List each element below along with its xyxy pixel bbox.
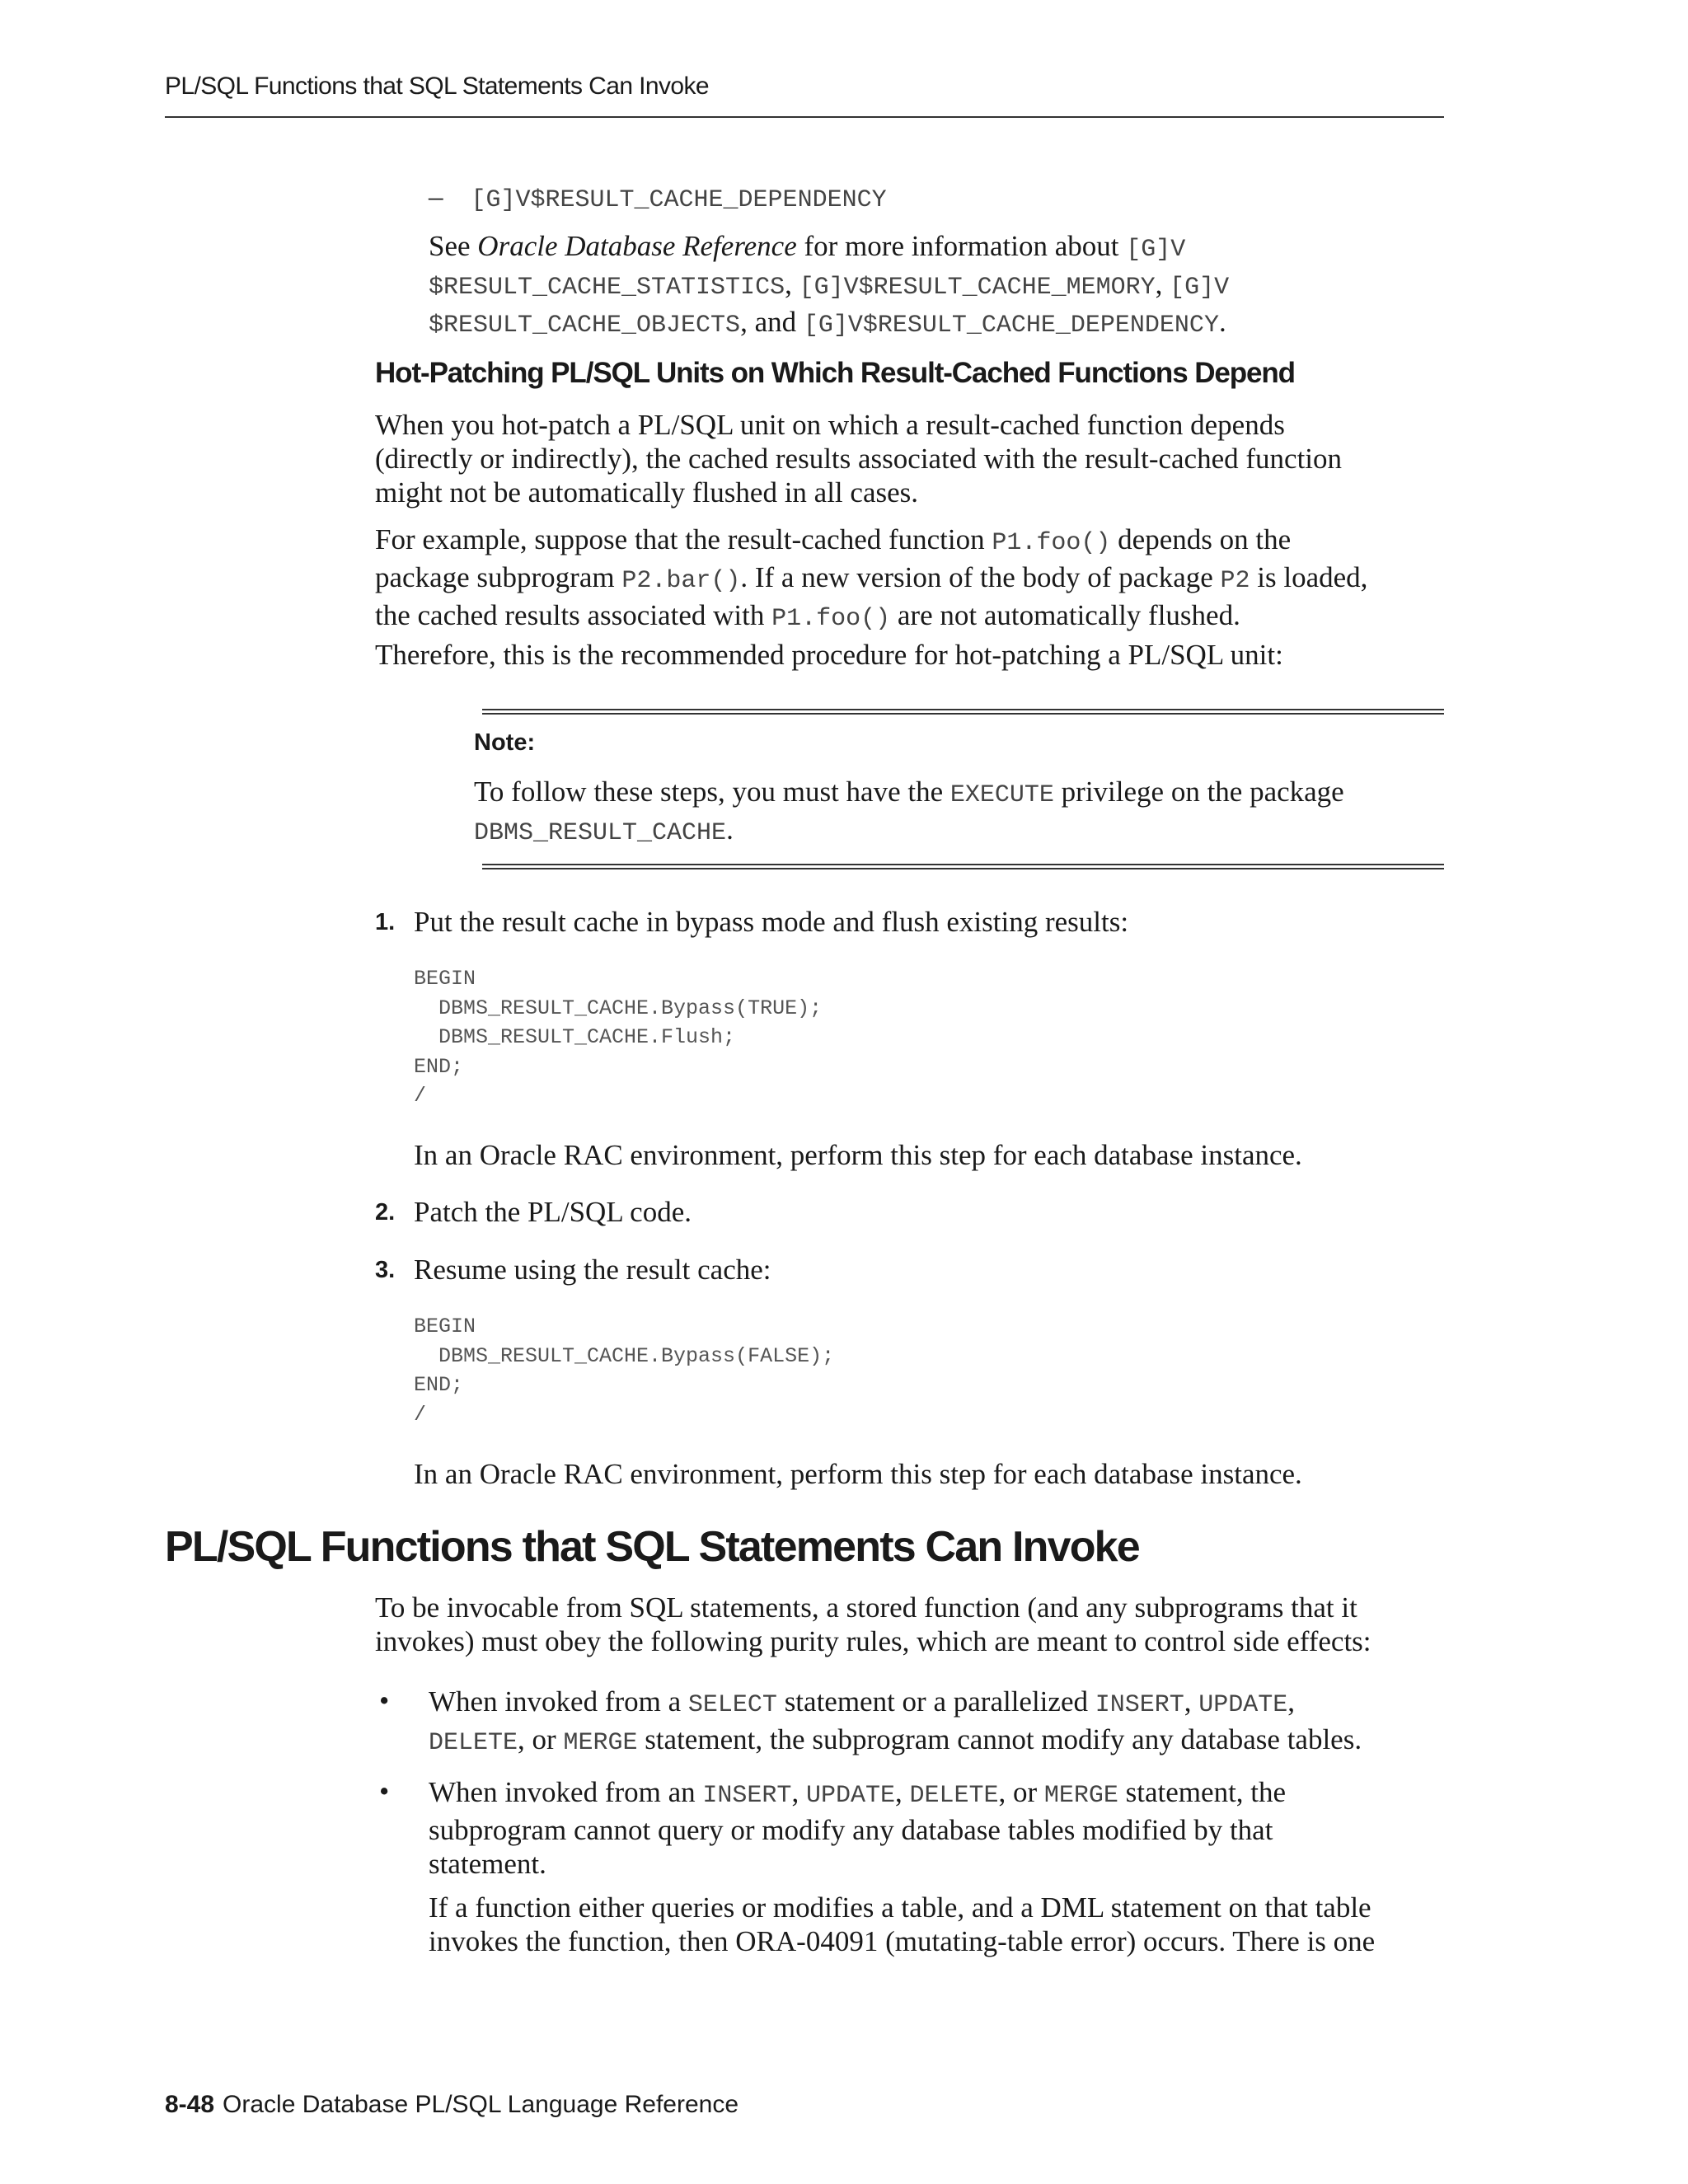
step-3-note: In an Oracle RAC environment, perform this step for each database instance. [414,1458,1302,1490]
header-rule [165,116,1444,118]
hot-patching-heading: Hot-Patching PL/SQL Units on Which Result-Cached Functions Depend [375,357,1295,389]
step-1-number: 1. [375,909,396,935]
step-3-text: Resume using the result cache: [414,1254,771,1286]
dash-item-code: [G]V$RESULT_CACHE_DEPENDENCY [471,186,887,214]
see-also-line-1: See Oracle Database Reference for more information about [G]V [429,230,1186,264]
bullet-2-text: When invoked from an INSERT, UPDATE, DELETE, or MERGE statement, the subprogram cannot query or modify any database tables modified by that statement. [429,1776,1287,1880]
hot-patching-paragraph-3: Therefore, this is the recommended procedure for hot-patching a PL/SQL unit: [375,639,1283,671]
dash-marker: – [429,180,443,213]
step-2-number: 2. [375,1199,396,1226]
note-text: To follow these steps, you must have the EXECUTE privilege on the package DBMS_RESULT_CACHE. [474,776,1344,847]
bullet-1-text: When invoked from a SELECT statement or a parallelized INSERT, UPDATE, DELETE, or MERGE statement, the subprogram cannot modify any database tables. [429,1685,1362,1757]
see-also-line-2: $RESULT_CACHE_STATISTICS, [G]V$RESULT_CACHE_MEMORY, [G]V [429,268,1230,302]
step-1-note: In an Oracle RAC environment, perform this step for each database instance. [414,1139,1302,1171]
step-2-text: Patch the PL/SQL code. [414,1196,692,1228]
note-label: Note: [474,729,536,756]
note-top-rule [482,709,1444,715]
note-bottom-rule [482,864,1444,869]
dash-list-item [429,180,887,214]
page-footer [165,2091,738,2119]
step-1-code-block: BEGIN DBMS_RESULT_CACHE.Bypass(TRUE); DBMS_RESULT_CACHE.Flush; END; / [414,967,823,1108]
section-heading: PL/SQL Functions that SQL Statements Can Invoke [165,1523,1139,1571]
bullet-2-marker: • [379,1775,390,1807]
see-also-paragraph [429,229,1451,343]
running-header: PL/SQL Functions that SQL Statements Can Invoke [165,73,709,100]
step-3-number: 3. [375,1257,396,1283]
see-also-line-3: $RESULT_CACHE_OBJECTS, and [G]V$RESULT_CACHE_DEPENDENCY. [429,306,1226,340]
reference-book-title: Oracle Database Reference [477,230,797,262]
step-3-code-block: BEGIN DBMS_RESULT_CACHE.Bypass(FALSE); END; / [414,1315,835,1427]
step-1-text: Put the result cache in bypass mode and flush existing results: [414,906,1129,938]
page-number: 8-48 [165,2091,215,2118]
hot-patching-paragraph-2: For example, suppose that the result-cached function P1.foo() depends on the package subprogram P2.bar(). If a new version of the body of package P2 is loaded, the cached results associated with P1.foo() are not automatically flushed. [375,523,1368,633]
section-intro: To be invocable from SQL statements, a stored function (and any subprograms that it invokes) must obey the following purity rules, which are meant to control side effects: [375,1591,1372,1657]
bullet-2-paragraph-2: If a function either queries or modifies a table, and a DML statement on that table invokes the function, then ORA-04091 (mutating-table error) occurs. There is one [429,1891,1376,1957]
hot-patching-paragraph-1: When you hot-patch a PL/SQL unit on which a result-cached function depends (directly or indirectly), the cached results associated with the result-cached function might not be automatically flushed in all cases. [375,409,1343,509]
book-title: Oracle Database PL/SQL Language Reference [223,2091,739,2118]
bullet-1-marker: • [379,1685,390,1717]
